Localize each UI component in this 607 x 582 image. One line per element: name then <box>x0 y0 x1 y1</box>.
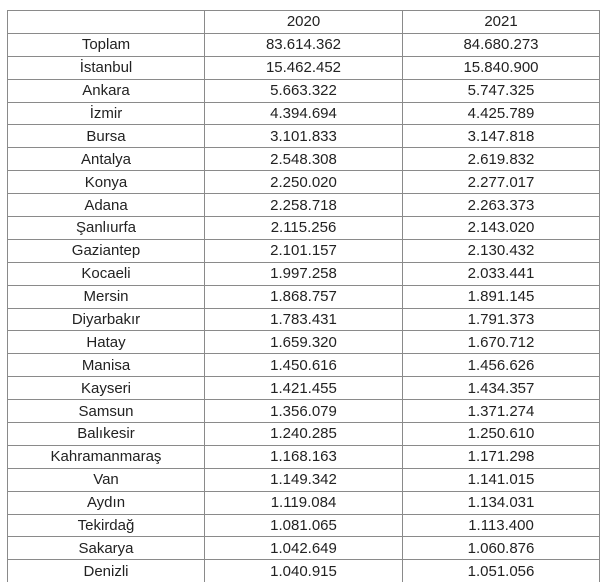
province-cell: Balıkesir <box>8 423 205 446</box>
table-row <box>8 514 600 537</box>
province-cell: Manisa <box>8 354 205 377</box>
table-row <box>8 537 600 560</box>
value-2020-cell: 1.040.915 <box>205 560 403 582</box>
table-row <box>8 56 600 79</box>
value-2021-cell: 1.371.274 <box>403 400 600 423</box>
value-2021-cell: 1.113.400 <box>403 514 600 537</box>
table-header-row <box>8 11 600 34</box>
province-cell: Ankara <box>8 79 205 102</box>
value-2021-cell: 1.670.712 <box>403 331 600 354</box>
province-cell: Kahramanmaraş <box>8 445 205 468</box>
value-2020-cell: 1.868.757 <box>205 285 403 308</box>
table-row <box>8 285 600 308</box>
table-row <box>8 239 600 262</box>
province-cell: Şanlıurfa <box>8 217 205 240</box>
province-cell: Adana <box>8 194 205 217</box>
province-cell: Mersin <box>8 285 205 308</box>
value-2021-cell: 5.747.325 <box>403 79 600 102</box>
province-cell: Van <box>8 468 205 491</box>
province-cell: Kayseri <box>8 377 205 400</box>
value-2021-cell: 2.277.017 <box>403 171 600 194</box>
province-cell: Toplam <box>8 33 205 56</box>
value-2021-cell: 1.141.015 <box>403 468 600 491</box>
table-row <box>8 217 600 240</box>
province-cell: Tekirdağ <box>8 514 205 537</box>
table-row <box>8 445 600 468</box>
table-row <box>8 400 600 423</box>
table-row <box>8 560 600 582</box>
value-2020-cell: 5.663.322 <box>205 79 403 102</box>
table-row <box>8 423 600 446</box>
table-row <box>8 125 600 148</box>
value-2020-cell: 1.149.342 <box>205 468 403 491</box>
province-cell: Denizli <box>8 560 205 582</box>
province-cell: Kocaeli <box>8 262 205 285</box>
value-2021-cell: 2.143.020 <box>403 217 600 240</box>
value-2020-cell: 2.258.718 <box>205 194 403 217</box>
value-2021-cell: 1.171.298 <box>403 445 600 468</box>
value-2021-cell: 1.051.056 <box>403 560 600 582</box>
value-2020-cell: 2.548.308 <box>205 148 403 171</box>
province-cell: Aydın <box>8 491 205 514</box>
value-2020-cell: 1.168.163 <box>205 445 403 468</box>
province-cell: Diyarbakır <box>8 308 205 331</box>
header-2020: 2020 <box>205 11 403 34</box>
value-2020-cell: 2.250.020 <box>205 171 403 194</box>
value-2020-cell: 1.421.455 <box>205 377 403 400</box>
header-2021: 2021 <box>403 11 600 34</box>
table-row <box>8 33 600 56</box>
value-2020-cell: 2.101.157 <box>205 239 403 262</box>
value-2020-cell: 1.081.065 <box>205 514 403 537</box>
table-row <box>8 171 600 194</box>
table-row <box>8 194 600 217</box>
value-2020-cell: 1.356.079 <box>205 400 403 423</box>
value-2020-cell: 1.450.616 <box>205 354 403 377</box>
value-2021-cell: 4.425.789 <box>403 102 600 125</box>
value-2020-cell: 1.240.285 <box>205 423 403 446</box>
province-cell: Samsun <box>8 400 205 423</box>
table-body <box>8 33 600 582</box>
province-cell: İstanbul <box>8 56 205 79</box>
population-table-container <box>7 10 599 582</box>
header-province <box>8 11 205 34</box>
value-2021-cell: 3.147.818 <box>403 125 600 148</box>
table-row <box>8 308 600 331</box>
province-cell: Hatay <box>8 331 205 354</box>
table-row <box>8 354 600 377</box>
value-2021-cell: 1.456.626 <box>403 354 600 377</box>
province-cell: İzmir <box>8 102 205 125</box>
table-row <box>8 262 600 285</box>
province-cell: Bursa <box>8 125 205 148</box>
value-2020-cell: 4.394.694 <box>205 102 403 125</box>
value-2020-cell: 1.119.084 <box>205 491 403 514</box>
value-2021-cell: 15.840.900 <box>403 56 600 79</box>
value-2021-cell: 84.680.273 <box>403 33 600 56</box>
value-2021-cell: 1.891.145 <box>403 285 600 308</box>
table-row <box>8 377 600 400</box>
value-2020-cell: 83.614.362 <box>205 33 403 56</box>
value-2021-cell: 2.130.432 <box>403 239 600 262</box>
province-cell: Antalya <box>8 148 205 171</box>
value-2021-cell: 1.134.031 <box>403 491 600 514</box>
value-2021-cell: 1.060.876 <box>403 537 600 560</box>
table-row <box>8 79 600 102</box>
value-2021-cell: 1.434.357 <box>403 377 600 400</box>
value-2020-cell: 1.783.431 <box>205 308 403 331</box>
province-cell: Konya <box>8 171 205 194</box>
table-row <box>8 491 600 514</box>
province-cell: Gaziantep <box>8 239 205 262</box>
table-row <box>8 102 600 125</box>
value-2020-cell: 1.042.649 <box>205 537 403 560</box>
province-cell: Sakarya <box>8 537 205 560</box>
table-row <box>8 148 600 171</box>
value-2020-cell: 2.115.256 <box>205 217 403 240</box>
population-table <box>7 10 600 582</box>
value-2021-cell: 2.033.441 <box>403 262 600 285</box>
table-row <box>8 331 600 354</box>
value-2020-cell: 1.997.258 <box>205 262 403 285</box>
table-row <box>8 468 600 491</box>
value-2021-cell: 2.619.832 <box>403 148 600 171</box>
value-2020-cell: 15.462.452 <box>205 56 403 79</box>
value-2020-cell: 1.659.320 <box>205 331 403 354</box>
value-2020-cell: 3.101.833 <box>205 125 403 148</box>
value-2021-cell: 1.791.373 <box>403 308 600 331</box>
value-2021-cell: 2.263.373 <box>403 194 600 217</box>
value-2021-cell: 1.250.610 <box>403 423 600 446</box>
